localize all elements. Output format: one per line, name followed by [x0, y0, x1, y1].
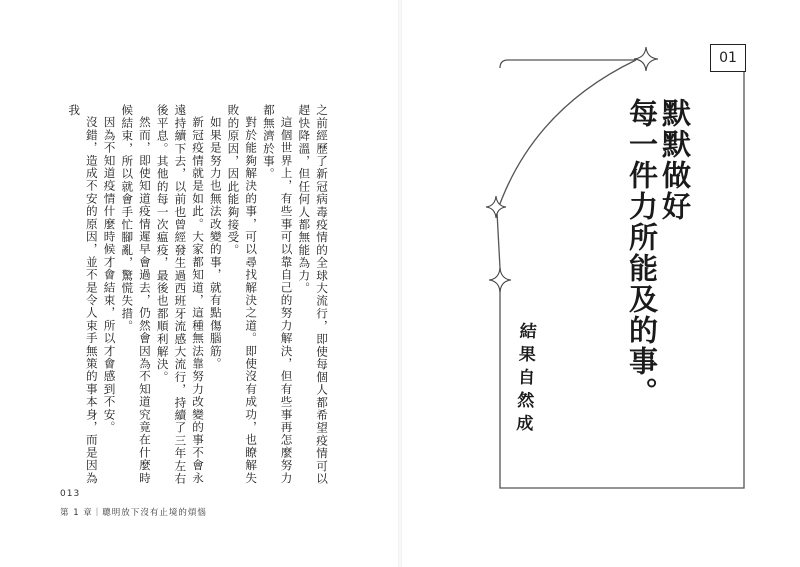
frame-arc-end — [497, 212, 500, 268]
frame-arc — [497, 60, 636, 212]
right-page — [400, 0, 800, 567]
paragraph: 如果是努力也無法改變的事，就有點傷腦筋。 — [208, 115, 223, 370]
sparkle-icon — [486, 196, 506, 218]
page-number: 013 — [60, 489, 81, 499]
body-text — [60, 104, 330, 489]
paragraph: 對於能夠解決的事，可以尋找解決之道。即使沒有成功，也瞭解失敗的原因，因此能夠接受。 — [226, 104, 259, 484]
paragraph: 之前經歷了新冠病毒疫情的全球大流行，即使每個人都希望疫情可以趕快降溫，但任何人都無能為力。 — [297, 104, 329, 485]
chapter-title-line-1: 默默做好 — [658, 98, 692, 222]
sparkle-icon — [634, 47, 658, 71]
paragraph: 這個世界上，有些事可以靠自己的努力解決，但有些事再怎麼努力都無濟於事。 — [261, 104, 294, 484]
frame-border — [500, 70, 744, 488]
running-head: 第 1 章｜聰明放下沒有止境的煩惱 — [60, 508, 207, 518]
chapter-frame — [400, 0, 800, 567]
chapter-number: 01 — [710, 44, 746, 72]
sparkle-icon — [489, 268, 511, 292]
frame-top-line — [500, 60, 636, 68]
chapter-subtitle: 結果自然成 — [511, 321, 537, 438]
paragraph: 沒錯，造成不安的原因，並不是令人束手無策的事本身，而是因為我 — [67, 104, 99, 484]
paragraph: 然而，即使知道疫情遲早會過去，仍然會因為不知道究竟在什麼時候結束，所以就會手忙腳亂，驚慌失措。 — [120, 104, 152, 484]
chapter-title-line-2: 每一件力所能及的事。 — [625, 98, 659, 408]
paragraph: 因為不知道疫情什麼時候才會結束，所以才會感到不安。 — [102, 115, 117, 434]
paragraph: 新冠疫情就是如此。大家都知道，這種無法靠努力改變的事不會永遠持續下去，以前也曾經發生過西班牙流感大流行，持續了三年左右後平息。其他的每一次瘟疫，最後也都順利解決。 — [155, 104, 206, 485]
